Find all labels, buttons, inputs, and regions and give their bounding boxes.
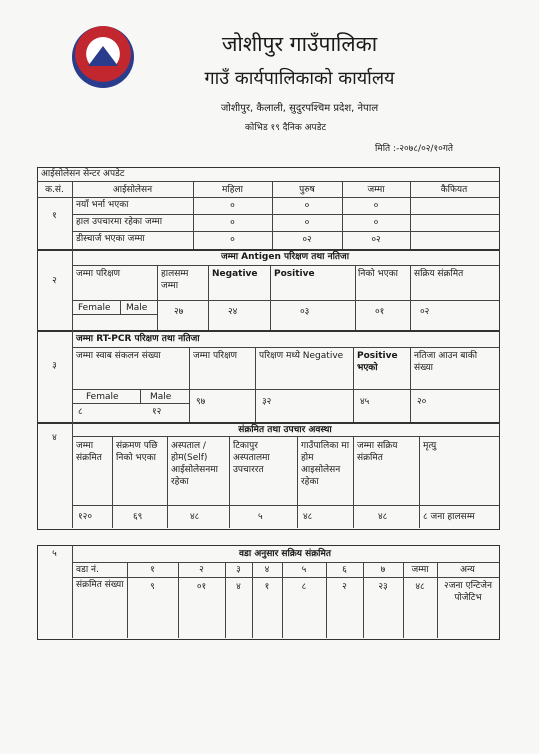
isolation-cell: ० <box>373 201 379 211</box>
ward-number: ६ <box>342 565 347 575</box>
isolation-cell: ० <box>373 218 379 228</box>
infected-sn: ४ <box>52 433 57 443</box>
ward-sn: ५ <box>52 549 57 559</box>
isolation-cell: ०२ <box>371 235 381 245</box>
ward-number: ७ <box>380 565 386 575</box>
infected-value: ४८ <box>303 512 313 522</box>
ward-number: ५ <box>301 565 307 575</box>
ward-count: २३ <box>378 582 388 592</box>
pcr-female-value: ८ <box>78 407 83 417</box>
isolation-cell: ०२ <box>302 235 312 245</box>
antigen-header-active: सक्रिय संक्रमित <box>414 269 464 279</box>
municipality-name: जोशीपुर गाउँपालिका <box>221 32 378 56</box>
report-title: कोभिड १९ दैनिक अपडेट <box>244 123 326 133</box>
infected-header: गाउँपालिका मा होम आइसोलेसन रहेका <box>301 441 350 487</box>
antigen-header-to-date: हालसम्म जम्मा <box>161 269 189 291</box>
ward-row-label: वडा नं. <box>76 565 99 575</box>
ward-number: ३ <box>236 565 241 575</box>
pcr-header-pending: नतिजा आउन बाकी संख्या <box>414 351 478 373</box>
ward-number: ४ <box>264 565 270 575</box>
antigen-header-total-tests: जम्मा परिक्षण <box>76 269 121 279</box>
pcr-sn: ३ <box>52 361 57 371</box>
address: जोशीपुर, कैलाली, सुदुरपश्चिम प्रदेश, नेपाल <box>220 103 379 114</box>
antigen-female-label: Female <box>78 303 111 313</box>
isolation-row-label: हाल उपचारमा रहेका जम्मा <box>76 217 163 227</box>
col-header-male: पुरुष <box>299 185 315 195</box>
ward-count: २ <box>342 582 347 592</box>
ward-count: ९ <box>150 582 155 592</box>
pcr-title: जम्मा RT-PCR परिक्षण तथा नतिजा <box>76 334 200 344</box>
isolation-cell: ० <box>304 218 310 228</box>
infected-value: ५ <box>258 512 263 522</box>
ward-number: १ <box>150 565 155 575</box>
office-name: गाउँ कार्यपालिकाको कार्यालय <box>204 68 395 89</box>
pcr-value: ९७ <box>196 397 206 407</box>
pcr-header-negative: परिक्षण मध्ये Negative <box>259 351 344 361</box>
pcr-male-value: १२ <box>152 407 162 417</box>
infected-header: जम्मा सक्रिय संक्रमित <box>357 441 398 463</box>
col-header-female: महिला <box>222 185 243 195</box>
col-header-remarks: कैफियत <box>440 185 468 195</box>
ward-title: वडा अनुसार सक्रिय संक्रमित <box>239 549 331 559</box>
ward-number: २ <box>199 565 204 575</box>
ward-count: १ <box>264 582 270 592</box>
ward-count: ८ <box>301 582 307 592</box>
antigen-header-positive: Positive <box>274 269 315 279</box>
antigen-value: ०१ <box>375 307 385 317</box>
isolation-row-label: डीस्चार्ज भएका जम्मा <box>76 234 145 244</box>
isolation-title: आईसोलेसन सेन्टर अपडेट <box>41 169 125 179</box>
pcr-header-positive: Positive भएको <box>357 351 398 373</box>
isolation-cell: ० <box>230 201 235 211</box>
col-header-sn: क.सं. <box>45 185 64 195</box>
ward-count-other: २जना एन्टिजेन पोजेटिभ <box>444 581 492 603</box>
report-date: मिति :-२०७८/०२/१०गते <box>375 144 454 154</box>
infected-value: १२० <box>78 512 93 522</box>
infected-header: अस्पताल /होम(Self) आईसोलेसनमा रहेका <box>171 441 218 487</box>
antigen-value: ०३ <box>300 307 310 317</box>
infected-header: जम्मा संक्रमित <box>76 441 102 463</box>
isolation-sn: १ <box>52 211 57 221</box>
pcr-female-label: Female <box>86 392 119 402</box>
antigen-value: २७ <box>174 307 184 317</box>
ward-count: ४८ <box>415 582 425 592</box>
pcr-value: ४५ <box>360 397 370 407</box>
pcr-header-tests: जम्मा परिक्षण <box>193 351 238 361</box>
infected-title: संक्रमित तथा उपचार अवस्था <box>238 425 332 435</box>
pcr-header-swab: जम्मा स्वाब संकलन संख्या <box>76 351 161 361</box>
infected-value: ४८ <box>378 512 388 522</box>
ward-count: ४ <box>236 582 241 592</box>
antigen-header-recovered: निको भएका <box>358 269 398 279</box>
isolation-cell: ० <box>230 235 235 245</box>
infected-value: ४८ <box>190 512 200 522</box>
isolation-row-label: नयाँ भर्ना भएका <box>76 200 129 210</box>
antigen-value: २४ <box>228 307 238 317</box>
antigen-header-negative: Negative <box>212 269 258 279</box>
infected-value: ६९ <box>133 512 143 522</box>
antigen-sn: २ <box>52 276 57 286</box>
pcr-value: २० <box>417 397 427 407</box>
infected-header: संक्रमण पछि निको भएका <box>116 441 158 463</box>
pcr-male-label: Male <box>150 392 172 402</box>
antigen-value: ०२ <box>420 307 430 317</box>
col-header-isolation: आईसोलेसन <box>112 185 153 195</box>
infected-header: मृत्यु <box>423 441 437 451</box>
pcr-value: ३२ <box>262 397 272 407</box>
infected-header: टिकापुर अस्पतालमा उपचाररत <box>233 441 270 475</box>
ward-number: अन्य <box>460 565 475 575</box>
col-header-total: जम्मा <box>367 185 385 195</box>
ward-number: जम्मा <box>411 565 429 575</box>
ward-count-label: संक्रमित संख्या <box>76 580 124 590</box>
antigen-title: जम्मा Antigen परिक्षण तथा नतिजा <box>220 252 350 262</box>
antigen-male-label: Male <box>126 303 148 313</box>
isolation-cell: ० <box>304 201 310 211</box>
ward-count: ०१ <box>196 582 207 592</box>
isolation-cell: ० <box>230 218 235 228</box>
infected-value: ८ जना हालसम्म <box>423 512 475 522</box>
